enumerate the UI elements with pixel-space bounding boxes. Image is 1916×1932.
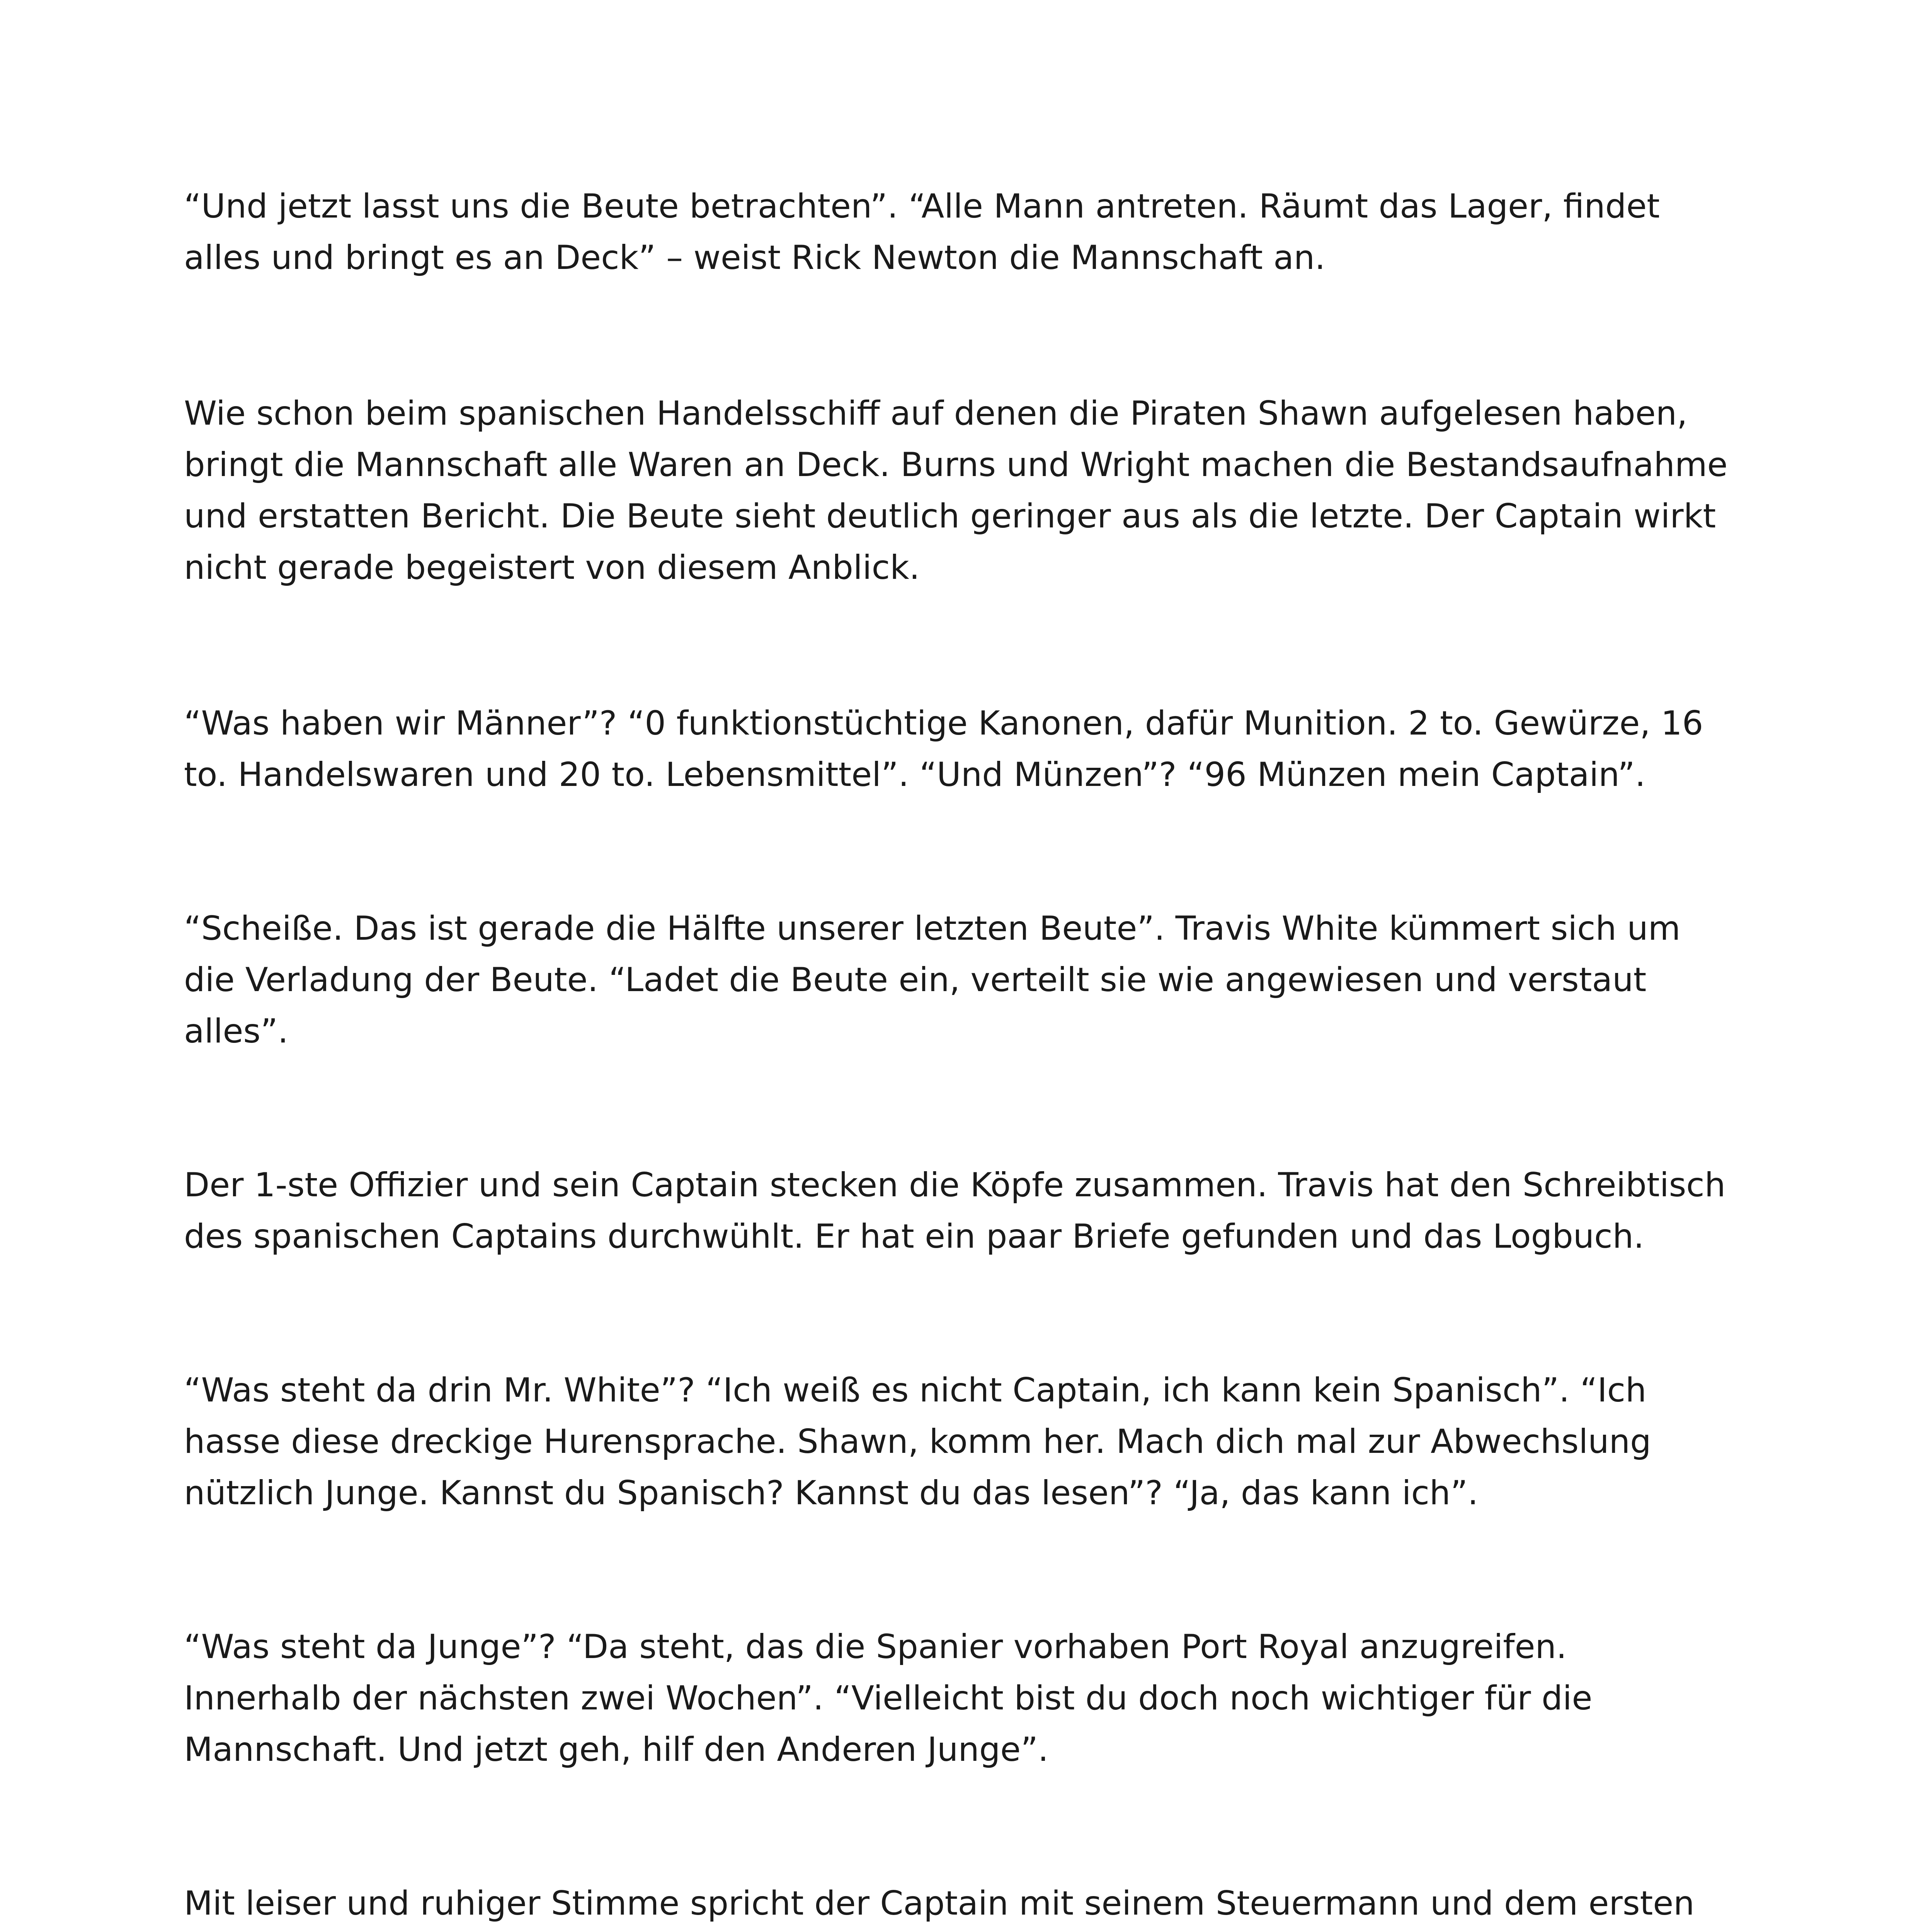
paragraph-1: “Und jetzt lasst uns die Beute betrachten”. “Alle Mann antreten. Räumt das Lager, findet alles und bringt es an Deck” – weist Rick Newton die Mannschaft an. [184, 187, 1660, 277]
paragraph-5: Der 1-ste Offizier und sein Captain stecken die Köpfe zusammen. Travis hat den Schreibtisch des spanischen Captains durchwühlt. Er hat ein paar Briefe gefunden und das Logbuch. [184, 1166, 1726, 1256]
paragraph-7: “Was steht da Junge”? “Da steht, das die Spanier vorhaben Port Royal anzugreifen. Innerhalb der nächsten zwei Wochen”. “Vielleicht bist du doch noch wichtiger für die Mannschaft. Und jetzt geh, hilf den Anderen Junge”. [184, 1628, 1593, 1769]
paragraph-2: Wie schon beim spanischen Handelsschiff auf denen die Piraten Shawn aufgelesen haben, bringt die Mannschaft alle Waren an Deck. Burns und Wright machen die Bestandsaufnahme und erstatten Bericht. Die Beute sieht deutlich geringer aus als die letzte. Der Captain wirkt nicht gerade begeistert von diesem Anblick. [184, 394, 1728, 587]
paragraph-3: “Was haben wir Männer”? “0 funktionstüchtige Kanonen, dafür Munition. 2 to. Gewürze, 16 to. Handelswaren und 20 to. Lebensmittel”. “Und Münzen”? “96 Münzen mein Captain”. [184, 704, 1703, 794]
paragraph-8: Mit leiser und ruhiger Stimme spricht der Captain mit seinem Steuermann und dem ersten [184, 1884, 1695, 1923]
paragraph-6: “Was steht da drin Mr. White”? “Ich weiß es nicht Captain, ich kann kein Spanisch”. “Ich hasse diese dreckige Hurensprache. Shawn, komm her. Mach dich mal zur Abwechslung nützlich Junge. Kannst du Spanisch? Kannst du das lesen”? “Ja, das kann ich”. [184, 1371, 1651, 1512]
document-body [184, 181, 1730, 1932]
paragraph-4: “Scheiße. Das ist gerade die Hälfte unserer letzten Beute”. Travis White kümmert sich um die Verladung der Beute. “Ladet die Beute ein, verteilt sie wie angewiesen und verstaut alles”. [184, 909, 1681, 1051]
